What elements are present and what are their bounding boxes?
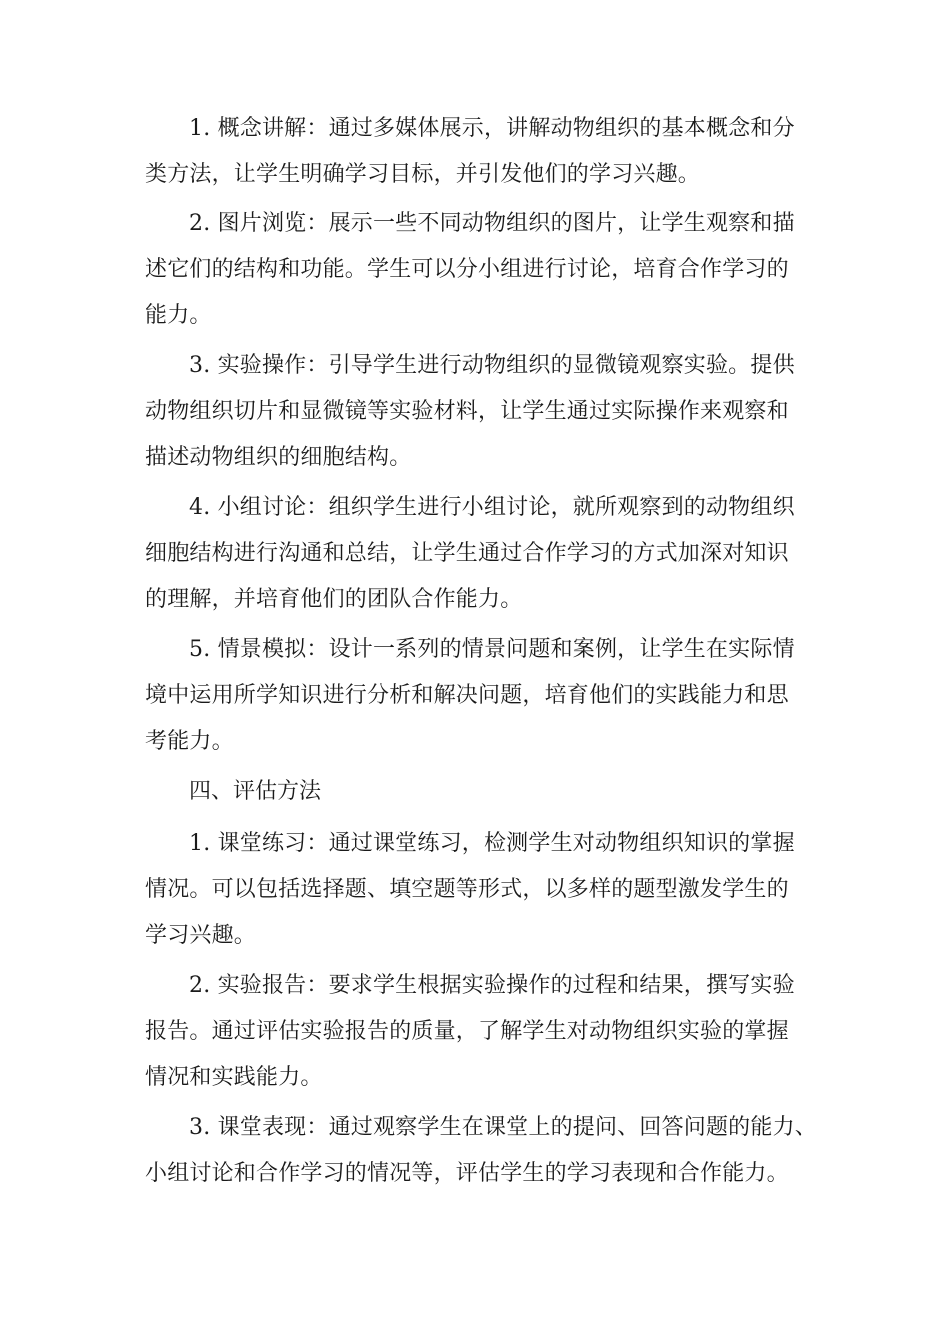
paragraph-line: 考能力。 — [145, 729, 234, 754]
paragraph-line: 细胞结构进行沟通和总结，让学生通过合作学习的方式加深对知识 — [145, 541, 789, 566]
paragraph-line: 情况和实践能力。 — [145, 1065, 323, 1090]
list-item — [145, 1105, 825, 1197]
paragraph-line: 情况。可以包括选择题、填空题等形式，以多样的题型激发学生的 — [145, 877, 789, 902]
paragraph-line: 述它们的结构和功能。学生可以分小组进行讨论，培育合作学习的 — [145, 257, 789, 282]
list-item — [145, 201, 825, 339]
paragraph-line: 能力。 — [145, 303, 212, 328]
paragraph-line: 1. 课堂练习：通过课堂练习，检测学生对动物组织知识的掌握 — [189, 831, 795, 856]
paragraph-line: 的理解，并培育他们的团队合作能力。 — [145, 587, 523, 612]
list-item — [145, 821, 825, 959]
paragraph-line: 小组讨论和合作学习的情况等，评估学生的学习表现和合作能力。 — [145, 1161, 789, 1186]
paragraph-line: 描述动物组织的细胞结构。 — [145, 445, 412, 470]
paragraph-line: 5. 情景模拟：设计一系列的情景问题和案例，让学生在实际情 — [189, 637, 795, 662]
list-item — [145, 106, 825, 198]
paragraph-line: 2. 图片浏览：展示一些不同动物组织的图片，让学生观察和描 — [189, 211, 795, 236]
paragraph-line: 类方法，让学生明确学习目标，并引发他们的学习兴趣。 — [145, 162, 701, 187]
paragraph-line: 学习兴趣。 — [145, 923, 257, 948]
paragraph-line: 4. 小组讨论：组织学生进行小组讨论，就所观察到的动物组织 — [189, 495, 795, 520]
list-item — [145, 963, 825, 1101]
list-item — [145, 627, 825, 765]
list-item — [145, 343, 825, 481]
list-item — [145, 485, 825, 623]
paragraph-line: 3. 实验操作：引导学生进行动物组织的显微镜观察实验。提供 — [189, 353, 795, 378]
paragraph-line: 报告。通过评估实验报告的质量，了解学生对动物组织实验的掌握 — [145, 1019, 789, 1044]
paragraph-line: 动物组织切片和显微镜等实验材料，让学生通过实际操作来观察和 — [145, 399, 789, 424]
paragraph-line: 3. 课堂表现：通过观察学生在课堂上的提问、回答问题的能力、 — [189, 1115, 817, 1140]
section-heading: 四、评估方法 — [189, 779, 322, 804]
paragraph-line: 1. 概念讲解：通过多媒体展示，讲解动物组织的基本概念和分 — [189, 116, 795, 141]
paragraph-line: 境中运用所学知识进行分析和解决问题，培育他们的实践能力和思 — [145, 683, 789, 708]
paragraph-line: 2. 实验报告：要求学生根据实验操作的过程和结果，撰写实验 — [189, 973, 795, 998]
